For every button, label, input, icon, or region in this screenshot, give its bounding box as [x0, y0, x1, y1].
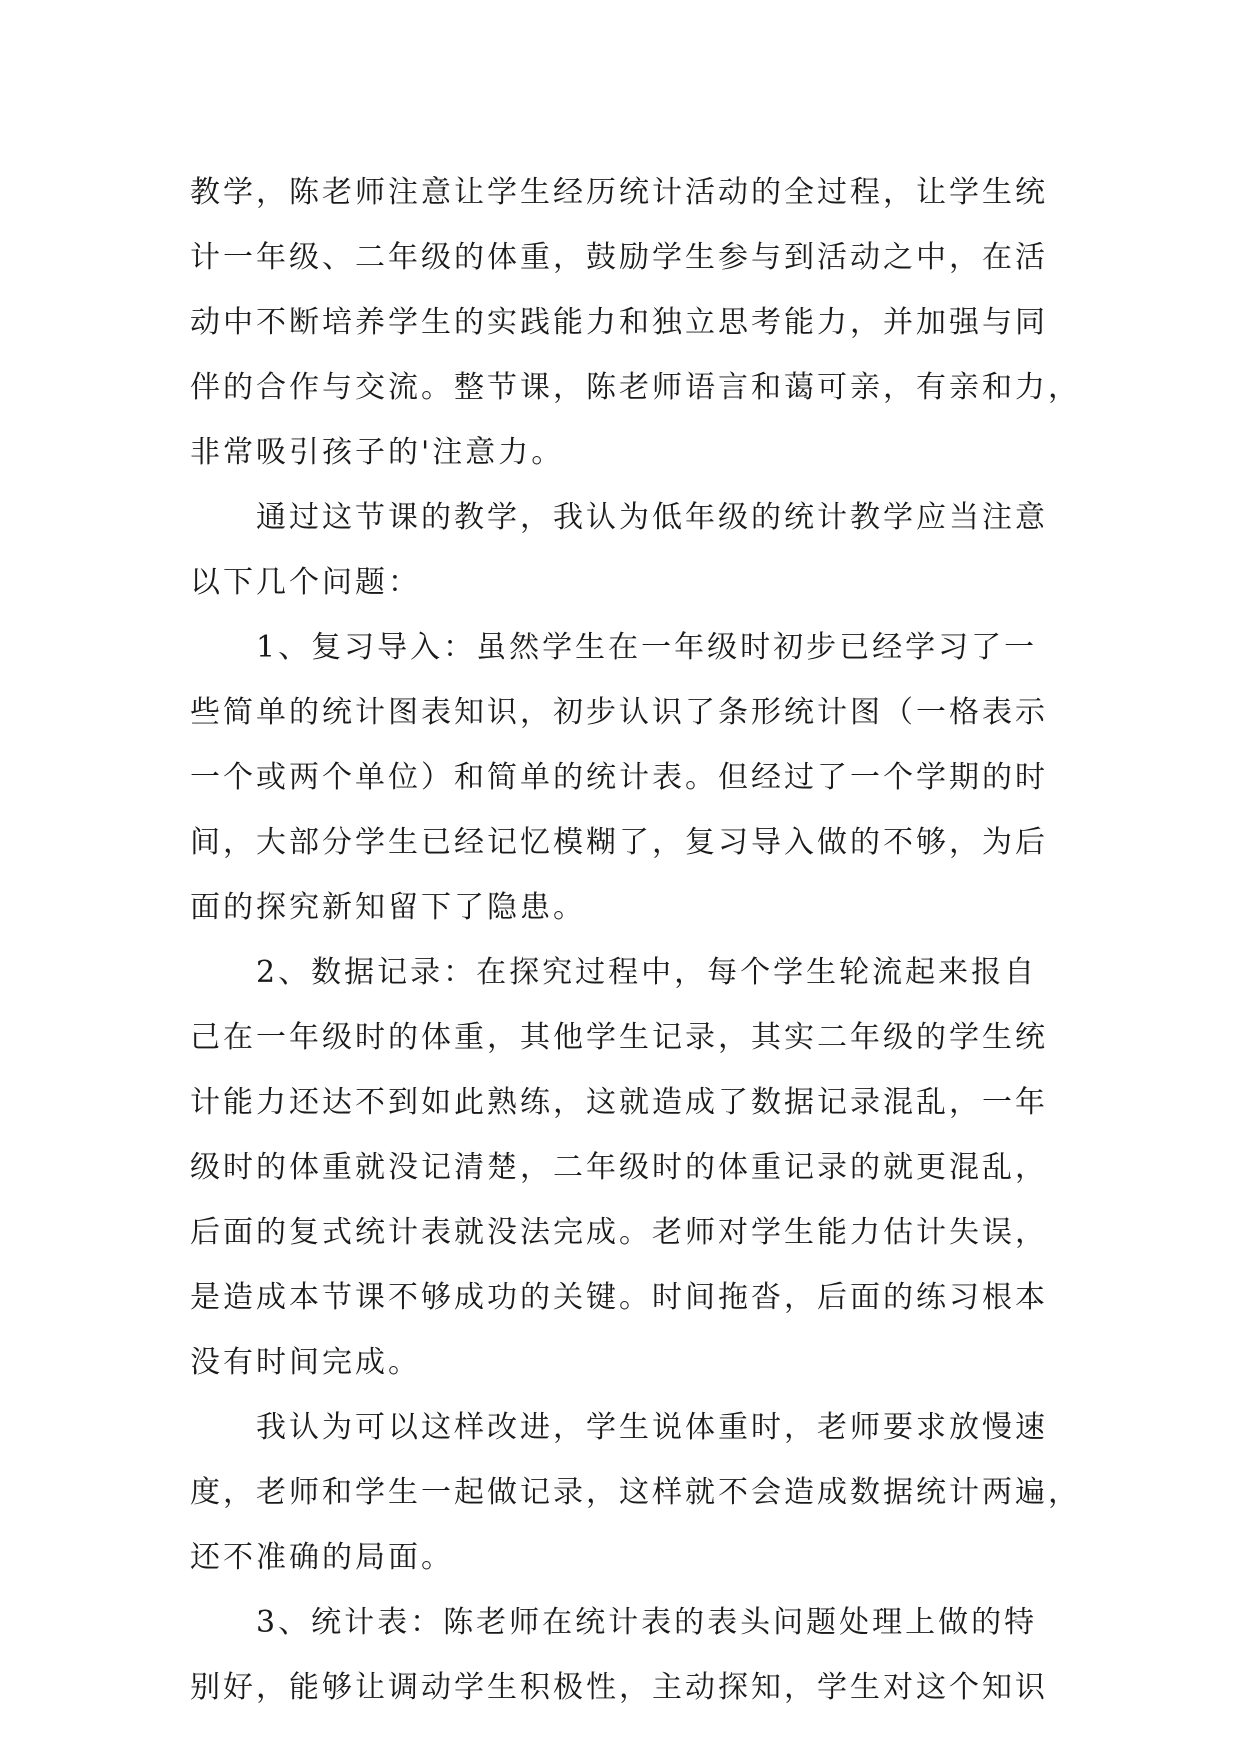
text-line: 一个或两个单位）和简单的统计表。但经过了一个学期的时: [190, 760, 1048, 795]
text-line: 级时的体重就没记清楚，二年级时的体重记录的就更混乱，: [190, 1150, 1048, 1185]
text-line: 度，老师和学生一起做记录，这样就不会造成数据统计两遍，: [190, 1475, 1081, 1510]
text-line: 些简单的统计图表知识，初步认识了条形统计图（一格表示: [190, 695, 1048, 730]
text-line: 间，大部分学生已经记忆模糊了，复习导入做的不够，为后: [190, 825, 1048, 860]
text-line: 是造成本节课不够成功的关键。时间拖沓，后面的练习根本: [190, 1280, 1048, 1315]
text-line: 1、复习导入：虽然学生在一年级时初步已经学习了一: [190, 630, 1038, 665]
text-line: 通过这节课的教学，我认为低年级的统计教学应当注意: [190, 500, 1048, 535]
text-line: 动中不断培养学生的实践能力和独立思考能力，并加强与同: [190, 305, 1048, 340]
text-line: 2、数据记录：在探究过程中，每个学生轮流起来报自: [190, 955, 1038, 990]
text-line: 别好，能够让调动学生积极性，主动探知，学生对这个知识: [190, 1670, 1048, 1705]
text-line: 我认为可以这样改进，学生说体重时，老师要求放慢速: [190, 1410, 1048, 1445]
document-body: [190, 160, 1081, 1720]
text-line: 非常吸引孩子的'注意力。: [190, 435, 565, 470]
text-line: 计能力还达不到如此熟练，这就造成了数据记录混乱，一年: [190, 1085, 1048, 1120]
text-line: 3、统计表：陈老师在统计表的表头问题处理上做的特: [190, 1605, 1038, 1640]
text-line: 面的探究新知留下了隐患。: [190, 890, 586, 925]
text-line: 后面的复式统计表就没法完成。老师对学生能力估计失误，: [190, 1215, 1048, 1250]
text-line: 没有时间完成。: [190, 1345, 421, 1380]
text-line: 计一年级、二年级的体重，鼓励学生参与到活动之中，在活: [190, 240, 1048, 275]
text-line: 己在一年级时的体重，其他学生记录，其实二年级的学生统: [190, 1020, 1048, 1055]
text-line: 以下几个问题：: [190, 565, 421, 600]
text-line: 教学，陈老师注意让学生经历统计活动的全过程，让学生统: [190, 175, 1048, 210]
text-line: 伴的合作与交流。整节课，陈老师语言和蔼可亲，有亲和力，: [190, 370, 1081, 405]
text-line: 还不准确的局面。: [190, 1540, 454, 1575]
